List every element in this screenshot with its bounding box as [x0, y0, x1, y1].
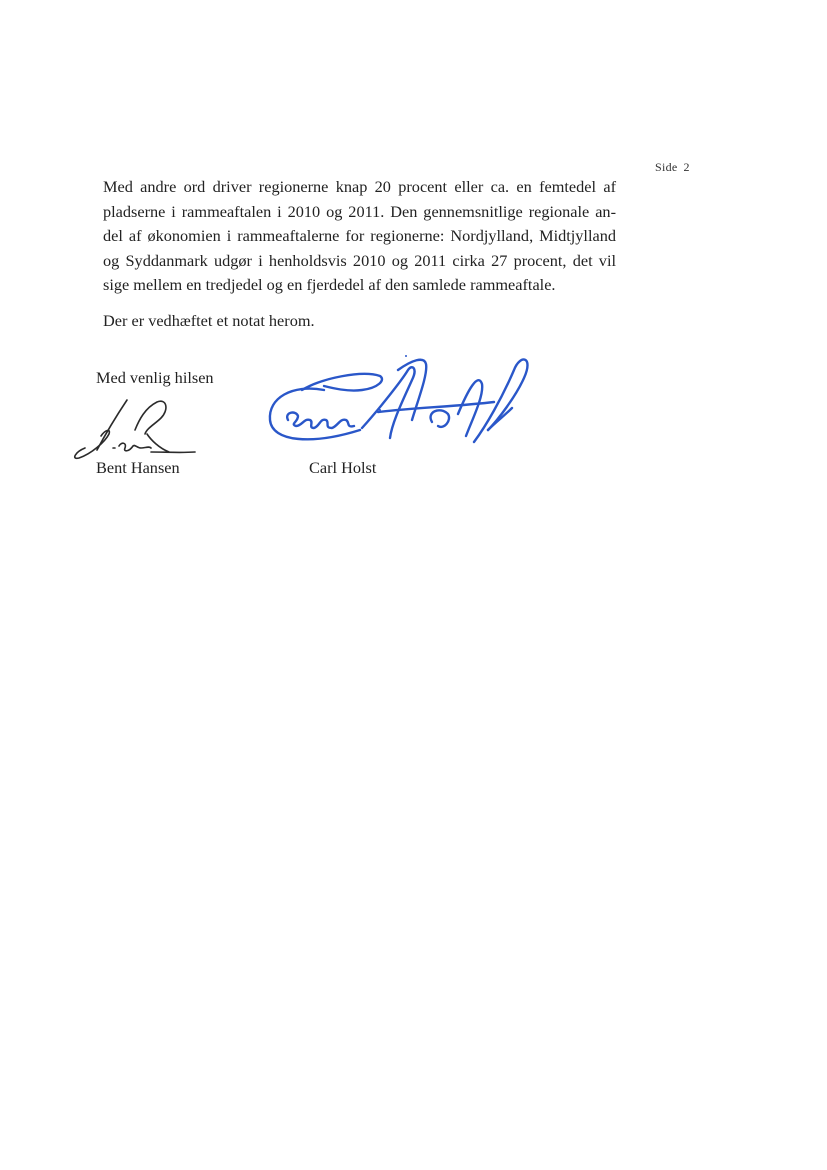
- closing-salutation: Med venlig hilsen: [96, 368, 214, 387]
- page-number-label: Side: [655, 160, 678, 174]
- paragraph-line: Med andre ord driver regionerne knap 20 procent eller ca. en femtedel af: [103, 177, 616, 196]
- body-paragraph: [103, 175, 616, 298]
- paragraph-line: del af økonomien i rammeaftalerne for regionerne: Nordjylland, Midtjylland: [103, 226, 616, 245]
- signature-carl-holst: [262, 350, 532, 455]
- signatory-name-right: Carl Holst: [309, 458, 377, 477]
- paragraph-line: sige mellem en tredjedel og en fjerdedel af den samlede rammeaftale.: [103, 275, 556, 294]
- page-number-value: 2: [683, 160, 690, 174]
- signature-bent-hansen: [65, 390, 200, 465]
- page-number: [655, 160, 690, 175]
- signatory-name-left: Bent Hansen: [96, 458, 180, 477]
- attachment-note: Der er vedhæftet et notat herom.: [103, 311, 315, 330]
- paragraph-line: pladserne i rammeaftalen i 2010 og 2011. Den gennemsnitlige regionale an-: [103, 201, 616, 221]
- paragraph-line: og Syddanmark udgør i henholdsvis 2010 og 2011 cirka 27 procent, det vil: [103, 250, 616, 270]
